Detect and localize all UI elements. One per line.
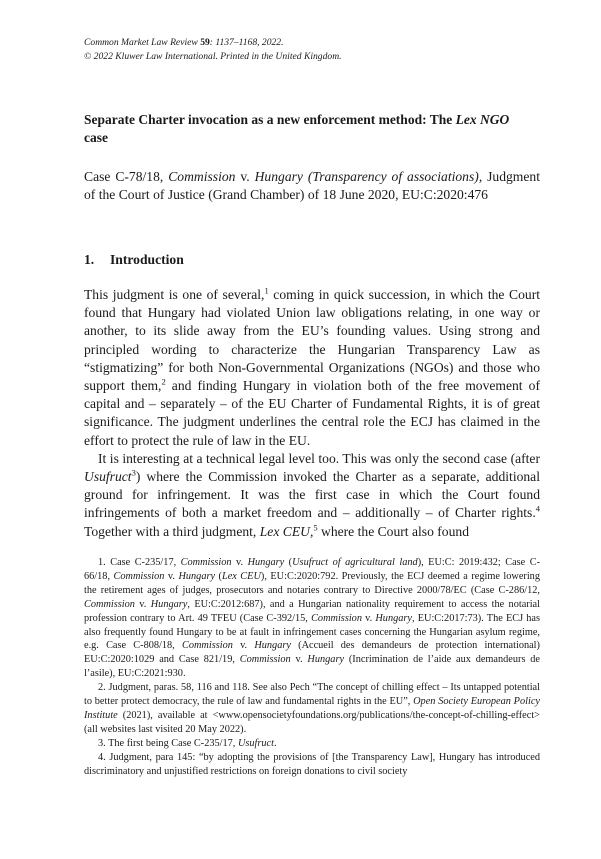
footnote-3: 3. The first being Case C-235/17, Usufruct. (98, 737, 277, 749)
footnotes (84, 556, 540, 779)
footnote-ref-3[interactable]: 3 (131, 467, 136, 478)
footnote-1: 1. Case C-235/17, Commission v. Hungary (Usufruct of agricultural land), EU:C: 2019:432; Case C-66/18, Commission v. Hungary (Lex CEU), EU:C:2020:792. Previously, the ECJ deemed a regime lowering the retirement ages of judges, prosecutors and notaries contrary to Directive 2000/78/EC (Case C-286/12, Commission v. Hungary, EU:C:2012:687), and a Hungarian nationality requirement to access the notarial profession contrary to Art. 49 TFEU (Case C-392/15, Commission v. Hungary, EU:C:2017:73). The ECJ has also frequently found Hungary to be at fault in infringement cases concerning the Hungarian asylum regime, e.g. Case C-808/18, Commission v. Hungary (Accueil des demandeurs de protection international) EU:C:2020:1029 and Case 821/19, Commission v. Hungary (Incrimination de l’aide aux demandeurs de l’asile), EU:C:2021:930. (84, 557, 541, 680)
copyright-line: © 2022 Kluwer Law International. Printed in the United Kingdom. (84, 51, 342, 62)
paragraph-2: It is interesting at a technical legal level too. This was only the second case (after Usufruct$^3$) where the Commission invoked the Charter as a separate, additional ground for infringement. It was the first case in which the Court found infringements of both a market freedom and – additionally – of Charter rights.$^4$ Together with a third judgment, Lex CEU,$^5$ where the Court also found (84, 450, 540, 539)
citation-line (84, 36, 544, 50)
journal-name: Common Market Law Review (84, 37, 198, 48)
section-title: Introduction (110, 252, 184, 267)
footnote-4: 4. Judgment, para 145: “by adopting the provisions of [the Transparency Law], Hungary has introduced discriminatory and unjustified restrictions on foreign donations to civil society (84, 751, 540, 777)
article-title: Separate Charter invocation as a new enforcement method: The Lex NGO case (84, 112, 510, 145)
running-header (84, 36, 544, 64)
journal-volume: 59 (200, 37, 210, 48)
footnote-ref-5[interactable]: 5 (313, 522, 318, 533)
case-reference: Case C-78/18, Commission v. Hungary (Transparency of associations), Judgment of the Court of Justice (Grand Chamber) of 18 June 2020, EU:C:2020:476 (84, 169, 540, 203)
footnote-ref-2[interactable]: 2 (161, 376, 166, 387)
body-text (84, 286, 540, 541)
footnote-ref-1[interactable]: 1 (264, 285, 269, 296)
paragraph-1: This judgment is one of several,$^1$ coming in quick succession, in which the Court found that Hungary had violated Union law obligations relating, in one way or another, to its slide away from the EU’s founding values. Using strong and principled wording to characterize the Hungarian Transparency Law as “stigmatizing” for both Non-Governmental Organizations (NGOs) and those who support them,$^2$ and finding Hungary in violation both of the free movement of capital and – separately – of the EU Charter of Fundamental Rights, it is of great significance. The judgment underlines the central role the ECJ has claimed in the effort to protect the rule of law in the EU. (84, 285, 540, 448)
journal-pages: : 1137–1168, 2022. (209, 37, 284, 48)
footnote-ref-4[interactable]: 4 (535, 503, 540, 514)
section-heading (84, 252, 184, 268)
footnote-2: 2. Judgment, paras. 58, 116 and 118. See also Pech “The concept of chilling effect – Its untapped potential to better protect democracy, the rule of law and fundamental rights in the EU”, Open Society European Policy Institute (2021), available at <www.opensocietyfoundations.org/publications/the-concept-of-chilling-effect> (all websites last visited 20 May 2022). (84, 682, 540, 735)
section-number: 1. (84, 252, 95, 267)
